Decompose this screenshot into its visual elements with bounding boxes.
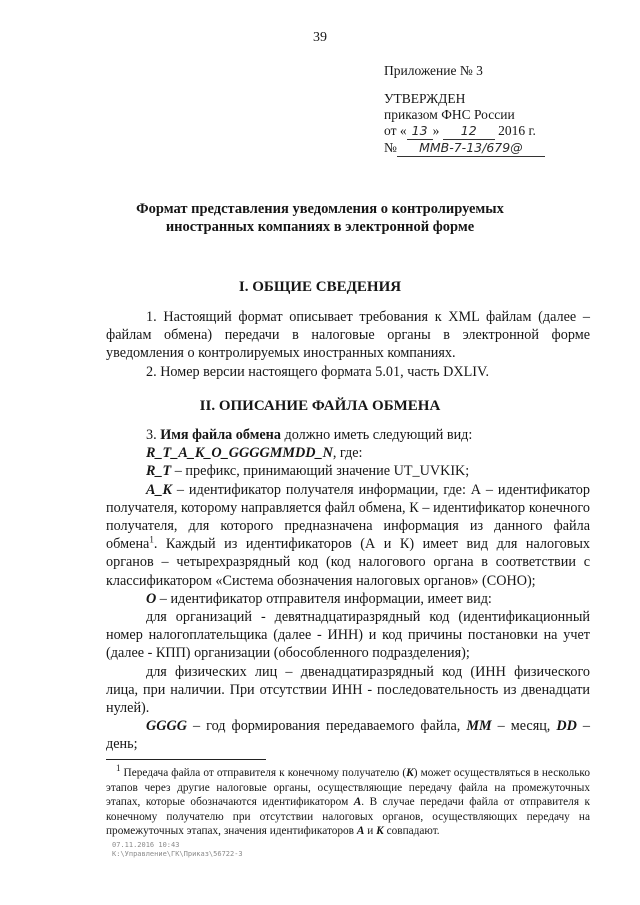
person-code-definition: для физических лиц – двенадцатиразрядный код (ИНН физического лица, при наличии. При отсутствии ИНН - последовательность из двенадцати нулей). [106, 663, 590, 717]
footnote-k-2: К [376, 825, 384, 838]
from-prefix: от « [384, 123, 407, 138]
footnote-text-3: . В случае передачи файла от отправителя к конечному получателю при отсутствии налоговых органов, осуществляющих передачу на промежуточных этапах, значения идентификаторов [106, 796, 591, 838]
ak-text: – идентификатор получателя информации, где: А – идентификатор получателя, которому направляется файл обмена, К – идентификатор конечного получателя, для которого предназначена информация из данного файла обмена [106, 481, 590, 553]
page-number: 39 [313, 30, 327, 45]
recipient-definition [106, 481, 590, 590]
approval-block [384, 63, 545, 157]
date-definition [106, 717, 590, 753]
print-stamp [112, 841, 243, 859]
paragraph-3 [106, 426, 590, 444]
paragraph-2: 2. Номер версии настоящего формата 5.01, часть DXLIV. [146, 363, 489, 380]
order-number [384, 140, 545, 157]
section-1-body [106, 308, 590, 381]
o-text: – идентификатор отправителя информации, имеет вид: [156, 590, 492, 607]
p3-rest: должно иметь следующий вид: [280, 427, 473, 443]
mm-text: – месяц, [491, 718, 557, 735]
dd-code: DD [556, 718, 577, 735]
footnote-text-1: Передача файла от отправителя к конечному получателю ( [120, 767, 407, 779]
mm-code: MM [466, 718, 492, 735]
stamp-line-2: К:\Управление\ГК\Приказ\56722-3 [112, 850, 243, 858]
dd-text: – день; [106, 718, 591, 753]
pattern-suffix: , где: [332, 445, 363, 462]
title-line-2: иностранных компаниях в электронной форме [165, 219, 475, 235]
gggg-code: GGGG [146, 718, 187, 735]
approved-label: УТВЕРЖДЕН [384, 91, 466, 106]
ak-text-2: . Каждый из идентификаторов (А и К) имеет вид для налоговых органов – четырехразрядный код (код налогового органа в соответствии с классификатором «Система обозначения налоговых органов» (СОНО); [106, 536, 590, 589]
title-line-1: Формат представления уведомления о контролируемых [136, 201, 504, 217]
section-2-body [106, 426, 590, 754]
pattern-code: R_T_A_K_O_GGGGMMDD_N [146, 445, 333, 462]
quote-close: » [432, 123, 440, 138]
section-2-heading: II. ОПИСАНИЕ ФАЙЛА ОБМЕНА [199, 398, 441, 414]
footnote-a-1: А [353, 796, 362, 809]
file-name-pattern [106, 444, 590, 462]
footnote-divider [106, 759, 266, 760]
ak-code: A_K [146, 481, 173, 498]
appendix-label: Приложение № 3 [384, 63, 483, 78]
footnote-text-4: совпадают. [383, 825, 440, 838]
organization-code-definition: для организаций - девятнадцатиразрядный код (идентификационный номер налогоплательщика (далее - ИНН) и код причины постановки на учет (далее - КПП) организации (обособленного подразделения); [106, 609, 590, 662]
handwritten-order-number: ММВ-7-13/679@ [397, 140, 545, 157]
handwritten-month: 12 [443, 123, 495, 140]
section-1-heading: I. ОБЩИЕ СВЕДЕНИЯ [238, 279, 402, 295]
footnote-and: и [364, 825, 377, 838]
number-prefix: № [384, 140, 397, 155]
footnote [106, 763, 591, 839]
order-of-label: приказом ФНС России [384, 107, 515, 122]
o-code: O [146, 590, 157, 607]
footnote-k-1: К [406, 767, 414, 779]
prefix-definition [106, 462, 590, 480]
handwritten-day: 13 [407, 123, 433, 140]
document-title [80, 200, 560, 236]
rt-text: – префикс, принимающий значение UT_UVKIK; [171, 463, 470, 480]
rt-code: R_T [146, 463, 172, 480]
file-name-term: Имя файла обмена [160, 427, 281, 443]
footnote-a-2: А [356, 825, 365, 838]
paragraph-1: 1. Настоящий формат описывает требования к XML файлам (далее – файлам обмена) передачи в налоговые органы в электронной форме уведомления о контролируемых иностранных компаниях. [106, 309, 590, 362]
footnote-mark: 1 [116, 763, 121, 774]
gggg-text: – год формирования передаваемого файла, [186, 718, 467, 735]
sender-definition [106, 590, 590, 608]
year-suffix: 2016 г. [498, 123, 536, 138]
p3-number: 3. [146, 427, 161, 443]
footnote-ref[interactable]: 1 [149, 534, 154, 545]
stamp-line-1: 07.11.2016 10:43 [112, 841, 180, 849]
order-date [384, 123, 545, 140]
footnote-text-2: ) может осуществляться в несколько этапов через другие налоговые органы, осуществляющие передачу файла на промежуточных этапах, которые обозначаются идентификатором [106, 767, 590, 809]
